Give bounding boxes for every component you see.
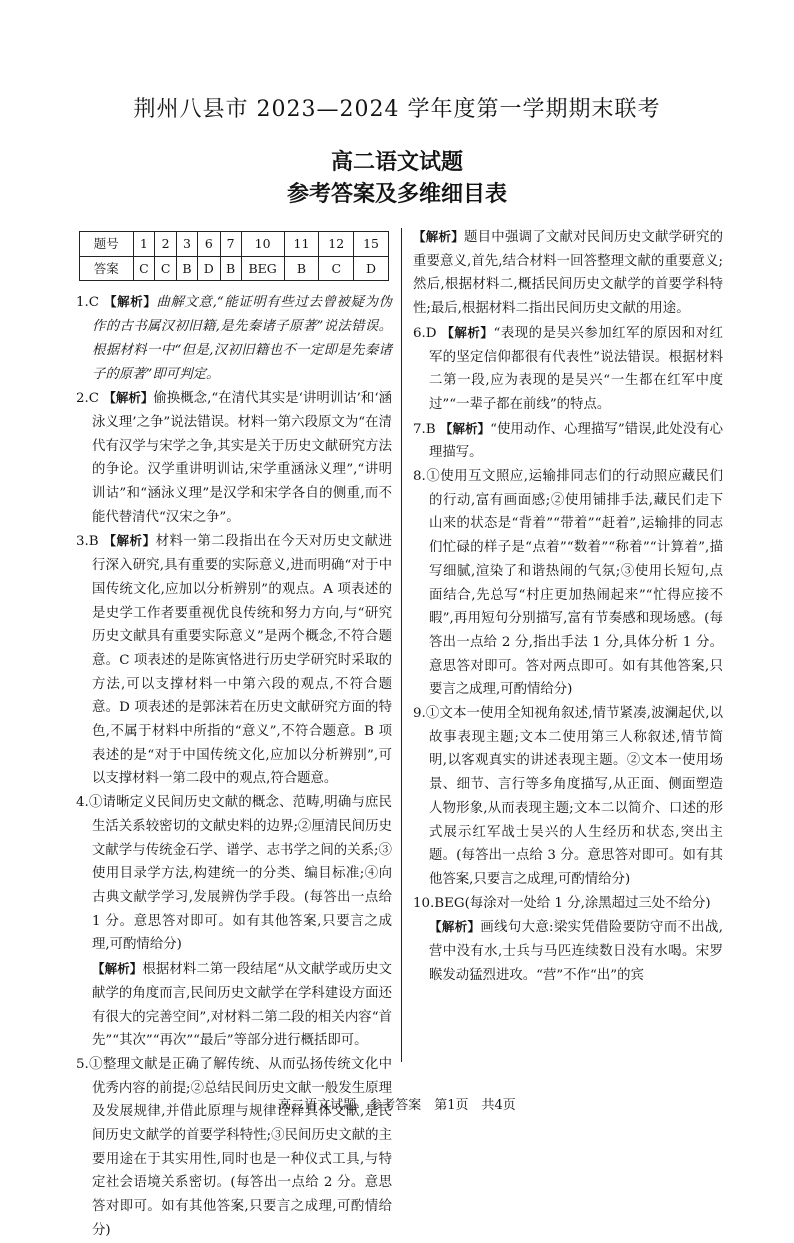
- row-label: 题号: [80, 232, 134, 257]
- analysis-text: 题目中强调了文献对民间历史文献学研究的重要意义,首先,结合材料一回答整理文献的重要意义;然后,根据材料二,概括民间历史文献学的首要学科特性;最后,根据材料二指出民间历史文献的用途。: [413, 230, 723, 317]
- analysis-tag: 【解析】: [103, 533, 156, 549]
- page-title: 荆州八县市 2023—2024 学年度第一学期期末联考: [133, 97, 661, 122]
- analysis-text: 根据材料二第一段结尾“从文献学或历史文献学的角度而言,民间历史文献学在学科建设方面还有很大的完善空间”,对材料二第二段的相关内容“首先”“其次”“再次”“最后”等部分进行概括即可。: [92, 962, 392, 1049]
- item-number: 8.: [413, 469, 426, 485]
- item-number: 5.: [76, 1056, 89, 1072]
- page-footer: 高二语文试题 参考答案 第1页 共4页: [278, 1098, 516, 1113]
- answer-cell: C: [155, 256, 177, 281]
- answer-table-numbers-row: [80, 232, 389, 257]
- item-answer: B: [425, 421, 436, 437]
- item-text: ①请晰定义民间历史文献的概念、范畴,明确与庶民生活关系较密切的文献史料的边界;②厘清民间历史文献学与传统金石学、谱学、志书学之间的关系;③使用目录学方法,构建统一的分类、编目标准;④向古典文献学学习,发展辨伪学手段。(每答出一点给 1 分。意思答对即可。如有其他答案,只要言之成理,可酌情给分): [88, 795, 392, 953]
- question-number: 11: [284, 232, 319, 257]
- answer-cell: D: [197, 256, 220, 281]
- item-answer: C: [88, 295, 100, 311]
- answer-item-3: [76, 529, 392, 791]
- answer-item-9: [413, 702, 723, 892]
- analysis-text: 画线句大意:梁实凭借险要防守而不出战,营中没有水,士兵与马匹连续数日没有水喝。宋罗睺发动猛烈进攻。“营”不作“出”的宾: [429, 920, 723, 983]
- answer-table-answers-row: [80, 256, 389, 281]
- item-number: 1.: [76, 295, 89, 311]
- analysis-text: 曲解文意,“能证明有些过去曾被疑为伪作的古书属汉初旧籍,是先秦诸子原著”说法错误。根据材料一中“但是,汉初旧籍也不一定即是先秦诸子的原著”即可判定。: [92, 295, 392, 382]
- answer-cell: B: [220, 256, 241, 281]
- analysis-tag: 【解析】: [441, 324, 494, 340]
- item-answer: C: [88, 391, 100, 407]
- item-number: 10.: [413, 895, 435, 911]
- item-answer: D: [425, 325, 437, 341]
- right-column: [413, 225, 723, 988]
- analysis-text: “使用动作、心理描写”错误,此处没有心理描写。: [429, 421, 723, 461]
- answer-item-5: [76, 1053, 392, 1243]
- answer-item-10: [413, 892, 723, 916]
- item-number: 3.: [76, 534, 89, 550]
- question-number: 1: [133, 232, 155, 257]
- question-number: 12: [319, 232, 354, 257]
- item-number: 4.: [76, 795, 89, 811]
- analysis-text: 材料一第二段指出在今天对历史文献进行深入研究,具有重要的实际意义,进而明确“对于中国传统文化,应加以分析辨别”的观点。A 项表述的是史学工作者要重视优良传统和努力方向,与“研究历史文献具有重要实际意义”是两个概念,不符合题意。C 项表述的是陈寅恪进行历史学研究时采取的方法,可以支撑材料一中第六段的观点,不符合题意。D 项表述的是郭沫若在历史文献研究方面的特色,不属于材料中所指的“意义”,不符合题意。B 项表述的是“对于中国传统文化,应加以分析辨别”,可以支撑材料一第二段中的观点,符合题意。: [92, 534, 392, 787]
- item-number: 2.: [76, 391, 89, 407]
- answer-cell: C: [319, 256, 354, 281]
- item-text: ①使用互文照应,运输排同志们的行动照应藏民们的行动,富有画面感;②使用铺排手法,藏民们走下山来的状态是“背着”“带着”“赶着”,运输排的同志们忙碌的样子是“点着”“数着”“称着”“计算着”,描写细腻,渲染了和谐热闹的气氛;③使用长短句,点面结合,先总写“村庄更加热闹起来”“忙得应接不暇”,再用短句分别描写,富有节奏感和现场感。(每答出一点给 2 分,指出手法 1 分,具体分析 1 分。意思答对即可。答对两点即可。如有其他答案,只要言之成理,可酌情给分): [425, 469, 723, 698]
- analysis-tag: 【解析】: [92, 961, 143, 977]
- item-text: BEG(每涂对一处给 1 分,涂黑超过三处不给分): [434, 895, 711, 911]
- analysis-tag: 【解析】: [429, 919, 481, 935]
- row-label: 答案: [80, 256, 134, 281]
- question-number: 7: [220, 232, 241, 257]
- analysis-block-5: [413, 225, 723, 321]
- analysis-text: 偷换概念,“在清代其实是‘讲明训诂’和‘涵泳义理’之争”说法错误。材料一第六段原文为“在清代有汉学与宋学之争,其实是关于历史文献研究方法的争论。汉学重讲明训诂,宋学重涵泳义理”,“讲明训诂”和“涵泳义理”是汉学和宋学各自的侧重,而不能代替清代“汉宋之争”。: [92, 391, 392, 525]
- analysis-text: “表现的是吴兴参加红军的原因和对红军的坚定信仰都很有代表性”说法错误。根据材料二第一段,应为表现的是吴兴“一生都在红军中度过”“一辈子都在前线”的特点。: [429, 325, 723, 412]
- answer-item-8: [413, 465, 723, 702]
- left-column: [76, 225, 392, 1243]
- item-number: 6.: [413, 325, 426, 341]
- answer-cell: BEG: [241, 256, 284, 281]
- item-answer: B: [88, 534, 99, 550]
- analysis-tag: 【解析】: [103, 390, 154, 406]
- analysis-tag: 【解析】: [413, 229, 465, 244]
- answer-cell: B: [284, 256, 319, 281]
- answer-cell: B: [177, 256, 198, 281]
- subject-title: 高二语文试题: [330, 150, 463, 175]
- item-text: ①整理文献是正确了解传统、从而弘扬传统文化中优秀内容的前提;②总结民间历史文献一般发生原理及发展规律,并借此原理与规律诠释具体文献,是民间历史文献学的首要学科特性;③民间历史文献的主要用途在于其实用性,同时也是一种仪式工具,与特定社会语境关系密切。(每答出一点给 2 分。意思答对即可。如有其他答案,只要言之成理,可酌情给分): [88, 1056, 392, 1238]
- answer-cell: D: [354, 256, 389, 281]
- answer-item-4: [76, 791, 392, 957]
- doc-subtitle: 参考答案及多维细目表: [286, 182, 507, 207]
- answer-cell: C: [133, 256, 155, 281]
- item-number: 9.: [413, 706, 426, 722]
- answer-table: [79, 231, 389, 281]
- question-number: 10: [241, 232, 284, 257]
- analysis-tag: 【解析】: [439, 420, 491, 436]
- question-number: 6: [197, 232, 220, 257]
- answer-item-6: [413, 321, 723, 417]
- analysis-tag: 【解析】: [103, 294, 157, 310]
- answer-item-2: [76, 386, 392, 529]
- answer-item-1: [76, 290, 392, 386]
- analysis-block-10: [413, 915, 723, 987]
- column-divider: [401, 228, 402, 1062]
- analysis-block-4: [76, 957, 392, 1053]
- question-number: 2: [155, 232, 177, 257]
- item-number: 7.: [413, 421, 426, 437]
- question-number: 15: [354, 232, 389, 257]
- item-text: ①文本一使用全知视角叙述,情节紧凑,波澜起伏,以故事表现主题;文本二使用第三人称叙述,情节简明,以客观真实的讲述表现主题。②文本一使用场景、细节、言行等多角度描写,从正面、侧面塑造人物形象,从而表现主题;文本二以简介、口述的形式展示红军战士吴兴的人生经历和状态,突出主题。(每答出一点给 3 分。意思答对即可。如有其他答案,只要言之成理,可酌情给分): [425, 706, 723, 887]
- question-number: 3: [177, 232, 198, 257]
- answer-item-7: [413, 417, 723, 465]
